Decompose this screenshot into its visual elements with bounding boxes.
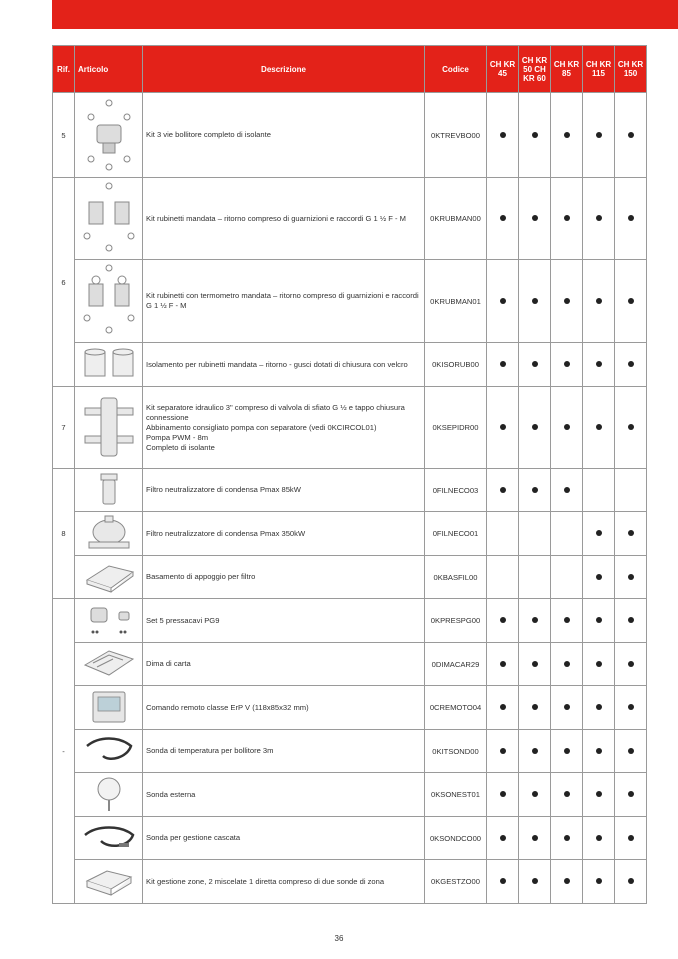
- taps-thermometer-icon: [75, 260, 143, 343]
- description-cell: Set 5 pressacavi PG9: [143, 599, 425, 643]
- col-model: CH KR 115: [583, 46, 615, 93]
- availability-dot: [583, 556, 615, 599]
- code-cell: 0KRUBMAN00: [425, 178, 487, 260]
- availability-dot: [615, 178, 647, 260]
- cascade-sensor-icon: [75, 817, 143, 860]
- availability-dot: [519, 686, 551, 730]
- availability-dot: [583, 260, 615, 343]
- description-cell: Kit gestione zone, 2 miscelate 1 diretta compreso di due sonde di zona: [143, 860, 425, 904]
- table-row: [53, 817, 647, 860]
- col-model: CH KR 150: [615, 46, 647, 93]
- code-cell: 0KITSOND00: [425, 730, 487, 773]
- availability-dot: [487, 387, 519, 469]
- availability-dot: [487, 643, 519, 686]
- code-cell: 0KTREVBO00: [425, 93, 487, 178]
- availability-dot: [551, 556, 583, 599]
- table-row: [53, 860, 647, 904]
- availability-dot: [583, 93, 615, 178]
- table-row: [53, 260, 647, 343]
- code-cell: 0KISORUB00: [425, 343, 487, 387]
- availability-dot: [487, 93, 519, 178]
- availability-dot: [551, 512, 583, 556]
- availability-dot: [551, 686, 583, 730]
- availability-dot: [583, 730, 615, 773]
- description-cell: Sonda di temperatura per bollitore 3m: [143, 730, 425, 773]
- availability-dot: [519, 178, 551, 260]
- description-cell: Dima di carta: [143, 643, 425, 686]
- availability-dot: [487, 599, 519, 643]
- availability-dot: [583, 643, 615, 686]
- description-cell: Filtro neutralizzatore di condensa Pmax 350kW: [143, 512, 425, 556]
- table-row: [53, 773, 647, 817]
- availability-dot: [615, 93, 647, 178]
- table-row: [53, 387, 647, 469]
- availability-dot: [583, 178, 615, 260]
- cable-glands-icon: [75, 599, 143, 643]
- code-cell: 0FILNECO03: [425, 469, 487, 512]
- zone-kit-icon: [75, 860, 143, 904]
- availability-dot: [583, 599, 615, 643]
- availability-dot: [519, 387, 551, 469]
- col-descrizione: Descrizione: [143, 46, 425, 93]
- description-cell: Filtro neutralizzatore di condensa Pmax 85kW: [143, 469, 425, 512]
- table-row: [53, 643, 647, 686]
- availability-dot: [551, 469, 583, 512]
- table-row: [53, 178, 647, 260]
- availability-dot: [583, 469, 615, 512]
- availability-dot: [583, 343, 615, 387]
- availability-dot: [583, 387, 615, 469]
- table-row: [53, 730, 647, 773]
- rif-cell: 7: [53, 387, 75, 469]
- code-cell: 0CREMOTO04: [425, 686, 487, 730]
- description-cell: Kit 3 vie bollitore completo di isolante: [143, 93, 425, 178]
- availability-dot: [583, 686, 615, 730]
- availability-dot: [519, 643, 551, 686]
- availability-dot: [487, 260, 519, 343]
- availability-dot: [519, 343, 551, 387]
- availability-dot: [519, 469, 551, 512]
- availability-dot: [519, 260, 551, 343]
- description-cell: Sonda esterna: [143, 773, 425, 817]
- condensate-filter-icon: [75, 469, 143, 512]
- table-row: [53, 343, 647, 387]
- description-cell: Kit separatore idraulico 3" compreso di valvola di sfiato G ½ e tappo chiusura connessione Abbinamento consigliato pompa con separatore (vedi 0KCIRCOL01) Pompa PWM - 8m Completo di isolante: [143, 387, 425, 469]
- availability-dot: [519, 773, 551, 817]
- availability-dot: [519, 556, 551, 599]
- availability-dot: [551, 599, 583, 643]
- description-cell: Comando remoto classe ErP V (118x85x32 mm): [143, 686, 425, 730]
- availability-dot: [551, 260, 583, 343]
- availability-dot: [519, 93, 551, 178]
- availability-dot: [519, 599, 551, 643]
- availability-dot: [487, 469, 519, 512]
- hydraulic-separator-icon: [75, 387, 143, 469]
- availability-dot: [487, 686, 519, 730]
- paper-template-icon: [75, 643, 143, 686]
- valve-kit-icon: [75, 93, 143, 178]
- availability-dot: [583, 817, 615, 860]
- description-cell: Sonda per gestione cascata: [143, 817, 425, 860]
- table-row: [53, 469, 647, 512]
- boiler-sensor-icon: [75, 730, 143, 773]
- description-cell: Isolamento per rubinetti mandata – ritorno - gusci dotati di chiusura con velcro: [143, 343, 425, 387]
- table-row: [53, 93, 647, 178]
- availability-dot: [551, 643, 583, 686]
- taps-kit-icon: [75, 178, 143, 260]
- table-row: [53, 512, 647, 556]
- code-cell: 0KSONDCO00: [425, 817, 487, 860]
- table-row: [53, 556, 647, 599]
- page-number: 36: [334, 934, 344, 943]
- availability-dot: [615, 773, 647, 817]
- availability-dot: [615, 343, 647, 387]
- availability-dot: [487, 556, 519, 599]
- availability-dot: [551, 178, 583, 260]
- availability-dot: [519, 817, 551, 860]
- availability-dot: [519, 512, 551, 556]
- rif-cell: 6: [53, 178, 75, 387]
- col-articolo: Articolo: [75, 46, 143, 93]
- availability-dot: [487, 343, 519, 387]
- table-row: [53, 686, 647, 730]
- availability-dot: [487, 512, 519, 556]
- availability-dot: [615, 730, 647, 773]
- availability-dot: [615, 817, 647, 860]
- description-cell: Kit rubinetti con termometro mandata – ritorno compreso di guarnizioni e raccordi G 1 ½ F - M: [143, 260, 425, 343]
- availability-dot: [615, 686, 647, 730]
- code-cell: 0KRUBMAN01: [425, 260, 487, 343]
- availability-dot: [551, 730, 583, 773]
- availability-dot: [583, 773, 615, 817]
- availability-dot: [487, 817, 519, 860]
- code-cell: 0DIMACAR29: [425, 643, 487, 686]
- code-cell: 0FILNECO01: [425, 512, 487, 556]
- availability-dot: [487, 773, 519, 817]
- code-cell: 0KPRESPG00: [425, 599, 487, 643]
- rif-cell: -: [53, 599, 75, 904]
- insulation-shells-icon: [75, 343, 143, 387]
- availability-dot: [615, 860, 647, 904]
- table-row: [53, 599, 647, 643]
- table-header-row: [53, 46, 647, 93]
- availability-dot: [615, 556, 647, 599]
- condensate-filter-large-icon: [75, 512, 143, 556]
- availability-dot: [519, 860, 551, 904]
- rif-cell: 5: [53, 93, 75, 178]
- availability-dot: [551, 387, 583, 469]
- filter-base-icon: [75, 556, 143, 599]
- availability-dot: [615, 599, 647, 643]
- availability-dot: [551, 343, 583, 387]
- availability-dot: [519, 730, 551, 773]
- availability-dot: [487, 860, 519, 904]
- availability-dot: [487, 730, 519, 773]
- col-rif: Rif.: [53, 46, 75, 93]
- accessories-table: [52, 45, 647, 904]
- availability-dot: [551, 93, 583, 178]
- availability-dot: [583, 512, 615, 556]
- code-cell: 0KGESTZO00: [425, 860, 487, 904]
- description-cell: Basamento di appoggio per filtro: [143, 556, 425, 599]
- code-cell: 0KSONEST01: [425, 773, 487, 817]
- availability-dot: [583, 860, 615, 904]
- availability-dot: [487, 178, 519, 260]
- availability-dot: [615, 512, 647, 556]
- rif-cell: 8: [53, 469, 75, 599]
- availability-dot: [551, 773, 583, 817]
- availability-dot: [615, 387, 647, 469]
- code-cell: 0KBASFIL00: [425, 556, 487, 599]
- description-cell: Kit rubinetti mandata – ritorno compreso di guarnizioni e raccordi G 1 ½ F - M: [143, 178, 425, 260]
- col-model: CH KR 45: [487, 46, 519, 93]
- col-codice: Codice: [425, 46, 487, 93]
- col-model: CH KR 50 CH KR 60: [519, 46, 551, 93]
- col-model: CH KR 85: [551, 46, 583, 93]
- availability-dot: [551, 860, 583, 904]
- code-cell: 0KSEPIDR00: [425, 387, 487, 469]
- availability-dot: [615, 260, 647, 343]
- outdoor-sensor-icon: [75, 773, 143, 817]
- remote-control-icon: [75, 686, 143, 730]
- top-red-bar: [52, 0, 678, 29]
- availability-dot: [551, 817, 583, 860]
- availability-dot: [615, 469, 647, 512]
- availability-dot: [615, 643, 647, 686]
